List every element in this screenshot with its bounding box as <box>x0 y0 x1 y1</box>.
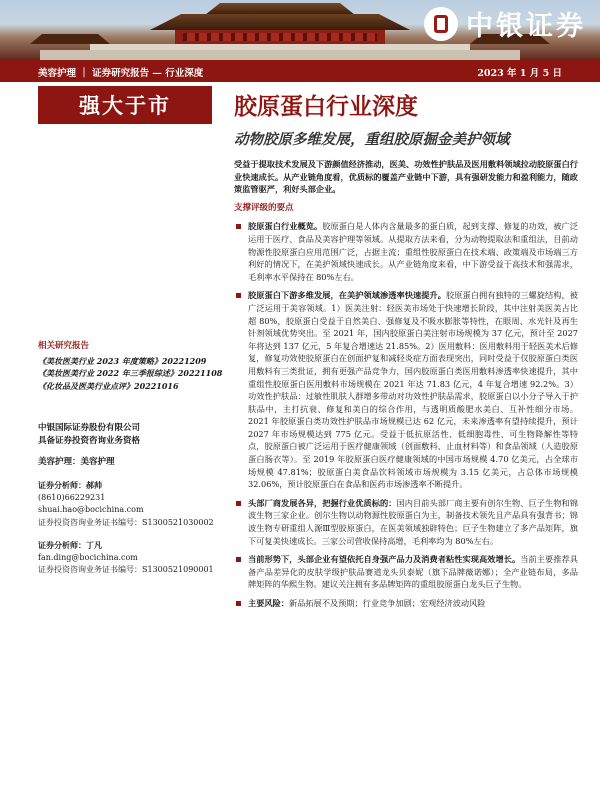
report-categories: 美容护理 ｜ 证券研究报告 — 行业深度 <box>38 68 204 79</box>
bullet-lead: 主要风险： <box>248 598 289 608</box>
bullet-point <box>234 553 578 591</box>
main-content <box>234 158 578 616</box>
square-bullet-icon <box>236 601 241 606</box>
bullet-point <box>234 289 578 491</box>
company-qualification: 具备证券投资咨询业务资格 <box>38 436 141 446</box>
bullet-point <box>234 497 578 547</box>
analyst-certificate: 证券投资咨询业务证书编号：S1300521030002 <box>38 517 214 527</box>
analyst-phone: (8610)66229231 <box>38 492 106 502</box>
analyst-certificate: 证券投资咨询业务证书编号：S1300521090001 <box>38 565 214 574</box>
related-report: 《美妆医美行业 2022 年三季报综述》20221108 <box>38 368 223 378</box>
header-banner <box>0 0 600 60</box>
related-reports-heading: 相关研究报告 <box>38 341 90 351</box>
bullet-text: 胶原蛋白拥有独特的三螺旋结构，被广泛运用于美容领域。1）医美注射：轻医美市场处于快速增长阶段，其中注射美医美占比超 80%，胶原蛋白受益于自然美白、强修复及不吸水膨胀等特性，在眼周、水光针及再生针剂领域优势突出。至 2021 年，国内胶原蛋白美注射市场规模为 37 亿元，预计至 2027 年将达到 137 亿元，5 年复合增速达 21.85%。2）医用敷料：医用敷料用于轻医美术后修复，修复功效使胶原蛋白在创面护复和减轻炎症方面表现突出，同时受益于仅胶原蛋白类医用敷料有三类批证，拥有更强产品竞争力，国内胶原蛋白类医用敷料渗透率快速提升，其中重组性胶原蛋白医用敷料市场规模在 2021 年达 71.83 亿元，4 年复合增速 92.2%。3）功效性护肤品：过敏性肌肤人群增多带动对功效性护肤品需求，胶原蛋白以小分子导入于护肤品中，主打抗衰、修复和美白的综合作用，与透明质酸肥水美白、互补性细分市场。2021 年胶原蛋白类功效性护肤品市场规模已达 62 亿元，未来渗透率有望持续提升，预计 2027 年市场规模达到 775 亿元。受益于低抗原活性、低细胞毒性、可生物降解性等特点，胶原蛋白被广泛运用于医疗健康领域（创面敷料、止血材料等）和食品领域（人造胶原蛋白肠衣等）。至 2019 年胶原蛋白医疗健康领域的中国市场规模 4.70 亿美元，占全球市场规模 47.81%；胶原蛋白美食品饮料领域市场规模为 3.15 亿美元，占总体市场规模 32.06%，预计胶原蛋白在食品和医药市场渗透率不断提升。 <box>248 290 578 490</box>
points-heading: 支撑评级的要点 <box>234 202 294 213</box>
analyst-heading: 证券分析师：郝帅 <box>38 480 102 490</box>
intro-paragraph: 受益于提取技术发展及下游颜值经济推动，医美、功效性护肤品及医用敷料领域拉动胶原蛋白行业快速成长。从产业链角度看，优质标的覆盖产业链中下游，具有强研发能力和盈利能力，随政策监管驱严，利好头部企业。 <box>234 159 578 195</box>
building-illustration <box>150 14 410 30</box>
bullet-text: 胶原蛋白是人体内含量最多的蛋白质，起到支撑、修复的功效，被广泛运用于医疗、食品及美容护理等领域。从提取方法来看，分为动物提取法和重组法，目前动物源性胶原蛋白应用范围广泛，占据主流；重组性胶原蛋白在技术端、政策端及市场端三方利好的情况下，在美护领域快速成长。从产业链角度来看，中下游受益于高技术和强需求，毛利率水平保持在 80%左右。 <box>248 221 578 282</box>
page-title: 胶原蛋白行业深度 <box>234 93 418 120</box>
building-illustration <box>205 3 355 15</box>
related-report: 《化妆品及医美行业点评》20221016 <box>38 380 179 391</box>
bullet-point <box>234 597 578 610</box>
brand-logo <box>424 4 586 43</box>
brand-name: 中银证券 <box>466 11 586 42</box>
company-name: 中银国际证券股份有限公司 <box>38 423 141 433</box>
bullet-point <box>234 220 578 283</box>
analyst-heading: 证券分析师：丁凡 <box>38 540 102 550</box>
analyst-email[interactable]: fan.ding@bocichina.com <box>38 552 138 562</box>
rating-badge: 强大于市 <box>38 86 212 124</box>
square-bullet-icon <box>236 293 241 298</box>
square-bullet-icon <box>236 224 241 229</box>
bullet-lead: 当前形势下，头部企业有望依托自身强产品力及消费者粘性实现高效增长。 <box>248 554 521 565</box>
category-bar <box>0 60 600 82</box>
sidebar <box>38 340 228 577</box>
building-illustration <box>175 30 385 44</box>
analyst-email[interactable]: shuai.hao@bocichina.com <box>38 505 144 514</box>
bullet-lead: 胶原蛋白下游多维发展，在美护领域渗透率快速提升。 <box>248 290 447 301</box>
bullet-text: 当前主要推荐具备产品差异化的皮肤学级护肤品赛道龙头贝泰妮（旗下品牌薇诺娜）；全产业链布局，多品牌矩阵的华熙生物。建议关注拥有多品牌矩阵的重组胶原蛋白龙头巨子生物。 <box>248 554 578 590</box>
square-bullet-icon <box>236 501 241 506</box>
bullet-lead: 头部厂商发展各异，把握行业优质标的： <box>248 497 397 508</box>
bullet-text: 新品拓展不及预期；行业竞争加剧；宏观经济波动风险 <box>288 598 486 608</box>
page-subtitle: 动物胶原多维发展，重组胶原掘金美护领域 <box>234 131 510 148</box>
square-bullet-icon <box>236 557 241 562</box>
bullet-lead: 胶原蛋白行业概览。 <box>248 221 323 232</box>
bank-logo-icon <box>424 7 458 41</box>
building-illustration <box>30 34 110 44</box>
related-report: 《美妆医美行业 2023 年度策略》20221209 <box>38 355 207 366</box>
bullet-text: 国内目前头部厂商主要有创尔生物、巨子生物和锦波生物三家企业。创尔生物以动物源性胶原蛋白为主，制备技术领先且产品具有强背书；锦波生物专研重组人源Ⅲ型胶原蛋白，在医美领域独辟特色；巨子生物建立了多产品矩阵，旗下可复美快速成长。三家公司营收保持高增，毛利率均为 80%左右。 <box>248 497 578 546</box>
building-illustration <box>40 50 520 60</box>
sector-line: 美容护理：美容护理 <box>38 457 115 467</box>
report-date: 2023 年 1 月 5 日 <box>477 68 562 79</box>
